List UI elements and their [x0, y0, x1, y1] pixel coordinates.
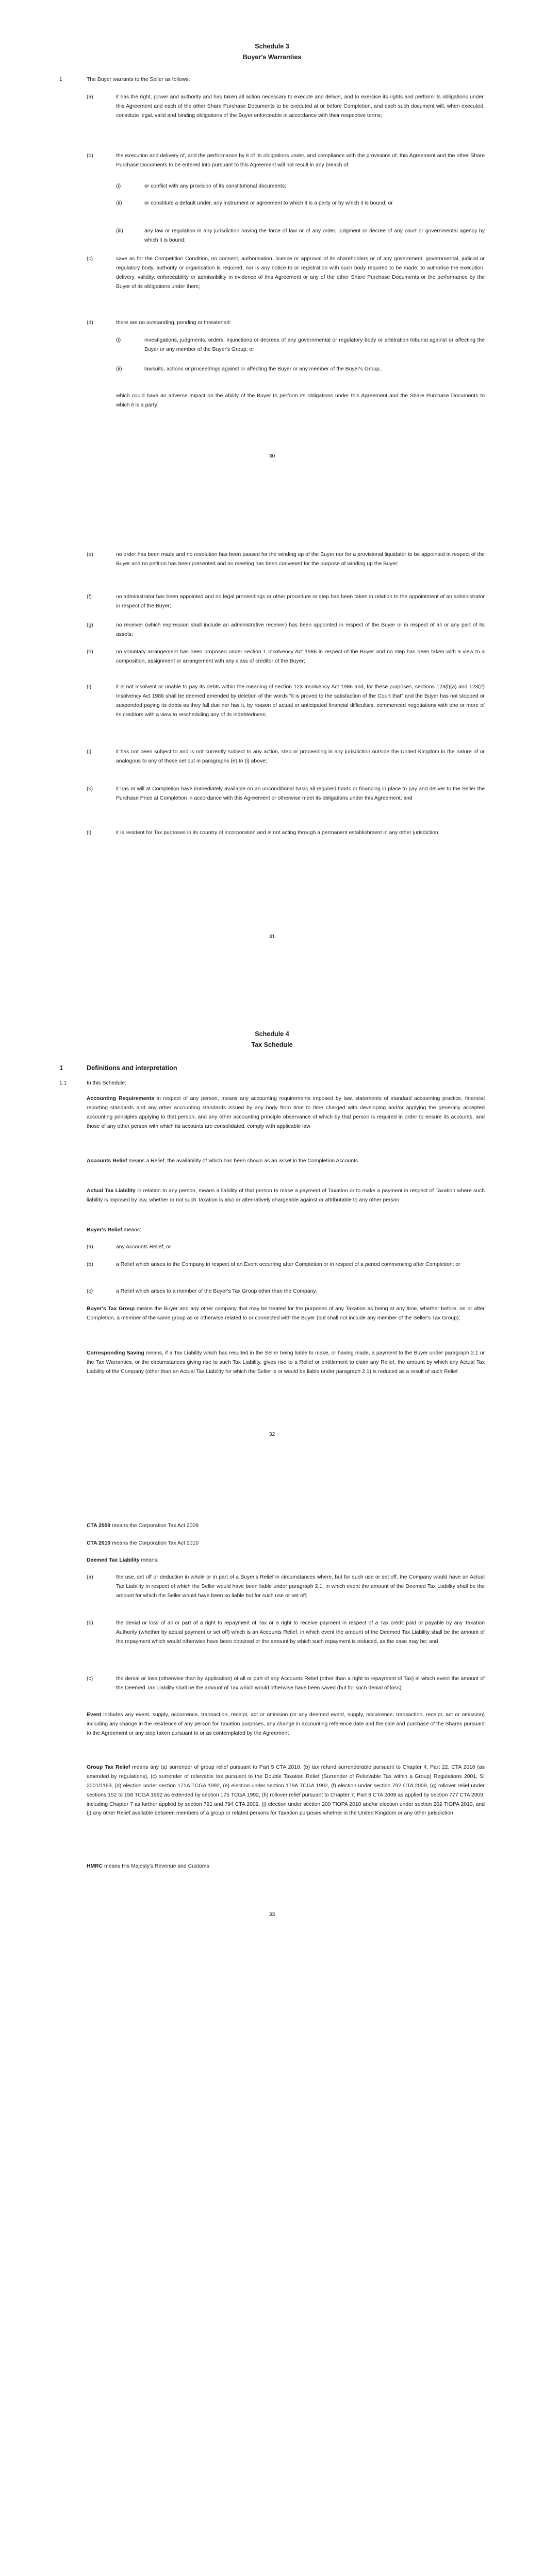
page-number: 31	[269, 934, 275, 940]
definition-item: the denial or loss (otherwise than by application) of all or part of any Accounts Relief (other than a right to repayment of Tax) in which event the amount of the Deemed Tax Liability shall be the amount of Tax which would otherwise have been saved (but for such denial of loss)	[116, 1676, 485, 1691]
defined-term: CTA 2009	[87, 1523, 111, 1529]
item-label: (a)	[87, 1574, 93, 1580]
definition-corresponding-saving	[87, 1349, 485, 1377]
definition-item: a Relief which arises to the Company in respect of an Event occurring after Completion or in respect of a period commencing after Completion; or	[116, 1262, 460, 1267]
defined-term: Corresponding Saving	[87, 1350, 144, 1356]
warranty-item: no order has been made and no resolution has been passed for the winding up of the Buyer nor for a provisional liquidator to be appointed in respect of the Buyer and no petition has been presented and no meeting has been convened for the purpose of winding up the Buyer;	[116, 552, 485, 567]
warranty-item: it has not been subject to and is not currently subject to any action, step or proceeding in any jurisdiction outside the United Kingdom in the nature of or analogous to any of those set out in paragraphs (e) to (i) above;	[116, 749, 485, 764]
definition-text: means the Buyer and any other company that may be treated for the purposes of any Taxation as being at any time, whether before, on or after Completion, a member of the same group as or otherwise related to or connected with the Buyer (but shall not include any member of the Seller's Tax Group);	[87, 1306, 485, 1321]
item-label: (e)	[87, 552, 93, 557]
page-number: 30	[269, 453, 275, 459]
definition-text: means a Relief, the availability of which has been shown as an asset in the Completion Accounts	[127, 1158, 358, 1164]
schedule-3-heading: Schedule 3	[255, 43, 289, 50]
page-number: 33	[269, 1912, 275, 1918]
warranty-item-tail: which could have an adverse impact on the ability of the Buyer to perform its obligations under this Agreement and the Share Purchase Documents to which it is a party;	[116, 393, 485, 408]
definition-text: means, if a Tax Liability which has resulted in the Seller being liable to make, or having made, a payment to the Buyer under paragraph 2.1 or the Tax Warranties, or the circumstances giving rise to such Tax Liability, gives rise to a Relief or entitlement to claim any Relief, the amount by which any Actual Tax Liability of the Company (other than an Actual Tax Liability for which the Seller is or would be liable under paragraph 2.1) is reduced as a result of such Relief	[87, 1350, 485, 1375]
paragraph-number: 1	[59, 77, 62, 82]
definition-accounts-relief	[87, 1157, 485, 1166]
definition-item: the denial or loss of all or part of a right to repayment of Tax or a right to receive payment in respect of a Tax credit paid or payable by any Taxation Authority (whether by actual payment or set off) which is an Accounts Relief, in which event the amount of the Deemed Tax Liability shall be the amount of the repayment which would otherwise have been obtained or the amount by which such repayment is reduced, as the case may be; and	[116, 1620, 485, 1645]
item-label: (b)	[87, 1262, 93, 1267]
defined-term: Buyer's Relief	[87, 1227, 122, 1233]
subitem-label: (ii)	[116, 200, 122, 206]
warranty-subitem: any law or regulation in any jurisdiction having the force of law or of any order, judgment or decree of any court or governmental agency by which it is bound;	[144, 228, 485, 243]
defined-term: Accounting Requirements	[87, 1096, 155, 1101]
definition-item: any Accounts Relief; or	[116, 1244, 171, 1250]
definition-text: means any (a) surrender of group relief pursuant to Part 5 CTA 2010, (b) tax refund surrenderable pursuant to Chapter 4, Part 22, CTA 2010 (as amended by regulations), (c) surrender of relievable tax pursuant to the Double Taxation Relief (Surrender of Relievable Tax within a Group) Regulations 2001, SI 2001/1163, (d) election under section 171A TCGA 1992, (e) election under section 179A TCGA 1992, (f) election under section 792 CTA 2009, (g) rollover relief under sections 152 to 158 TCGA 1992 as extended by section 175 TCGA 1992, (h) rollover relief pursuant to Chapter 7, Part 8 CTA 2009 as applied by section 777 CTA 2009, including Chapter 7 as further applied by section 791 and 794 CTA 2009, (i) election under section 200 TIOPA 2010 and/or election under section 202 TIOPA 2010, and (j) any other Relief available between members of a group or related persons for Taxation purposes whether in the United Kingdom or any other jurisdiction	[87, 1765, 485, 1817]
schedule-3-subheading: Buyer's Warranties	[242, 54, 302, 61]
definition-deemed-tax-liability	[87, 1556, 485, 1565]
definition-actual-tax-liability	[87, 1187, 485, 1205]
schedule-4-heading: Schedule 4	[255, 1030, 289, 1038]
warranty-item: no administrator has been appointed and no legal proceedings or other procedure or step has been taken in relation to the appointment of an administrator in respect of the Buyer;	[116, 594, 485, 609]
definition-buyers-relief	[87, 1226, 485, 1235]
defined-term: HMRC	[87, 1863, 103, 1869]
subitem-label: (iii)	[116, 228, 123, 234]
definition-text: means:	[139, 1557, 159, 1563]
item-label: (l)	[87, 830, 92, 836]
defined-term: Deemed Tax Liability	[87, 1557, 140, 1563]
item-label: (d)	[87, 320, 93, 326]
definition-text: includes any event, supply, occurrence, transaction, receipt, act or omission (or any deemed event, supply, occurrence, transaction, receipt, act or omission) including any change in the residence of any person for Taxation purposes, any change in accounting reference date and the sale and purchase of the Shares pursuant to the Agreement or any step taken pursuant to or as contemplated by the Agreement	[87, 1712, 485, 1736]
subitem-label: (i)	[116, 337, 121, 343]
warranty-item: it is resident for Tax purposes in its country of incorporation and is not acting through a permanent establishment in any other jurisdiction.	[116, 830, 440, 836]
item-label: (c)	[87, 1676, 93, 1682]
warranty-item: it has or will at Completion have immediately available on an unconditional basis all required funds or financing in place to pay and deliver to the Seller the Purchase Price at Completion in accordance with this Agreement or otherwise meet its obligations under this Agreement; and	[116, 786, 485, 801]
item-label: (g)	[87, 622, 93, 628]
warranty-item: there are no outstanding, pending or threatened:	[116, 320, 231, 326]
item-label: (a)	[87, 1244, 93, 1250]
definition-group-tax-relief	[87, 1763, 485, 1818]
definition-text: means the Corporation Tax Act 2009	[110, 1523, 199, 1529]
defined-term: Group Tax Relief	[87, 1765, 130, 1770]
definition-cta-2009	[87, 1521, 485, 1531]
warranty-item: it is not insolvent or unable to pay its debts within the meaning of section 123 Insolvency Act 1986 and, for these purposes, sections 123(l)(a) and 123(2) Insolvency Act 1986 shall be deemed amended by deletion of the words "it is proved to the satisfaction of the Court that" and the Buyer has not stopped or suspended paying its debts as they fall due nor has it, by reason of actual or anticipated financial difficulties, commenced negotiations with one or more of its creditors with a view to rescheduling any of its indebtedness;	[116, 684, 485, 718]
section-number: 1	[59, 1064, 63, 1072]
warranty-subitem: or conflict with any provision of its constitutional documents;	[144, 183, 286, 189]
item-label: (b)	[87, 1620, 93, 1626]
warranty-item: the execution and delivery of, and the performance by it of its obligations under, and compliance with the provisions of, this Agreement and the other Share Purchase Documents to be entered into pursuant to this Agreement will not result in any breach of:	[116, 153, 485, 168]
warranty-subitem: lawsuits, actions or proceedings against or affecting the Buyer or any member of the Buyer's Group,	[144, 366, 381, 372]
item-label: (h)	[87, 649, 93, 655]
definition-text: in respect of any person, means any accounting requirements imposed by law, statements of standard accounting practice, financial reporting standards and any other accounting standards issued by any body from time to time charged with developing and/or applying the generally accepted accounting principles applying to that person, and any other accounting principle observance of which by that person is required in order to ensure its accounts, and those of any other person with which its accounts are consolidated, comply with applicable law	[87, 1096, 485, 1129]
page-number: 32	[269, 1432, 275, 1437]
warranty-item: no receiver (which expression shall include an administrative receiver) has been appointed in respect of the Buyer or in respect of all or any part of its assets;	[116, 622, 485, 637]
defined-term: Buyer's Tax Group	[87, 1306, 135, 1312]
definition-event	[87, 1710, 485, 1738]
definition-item: the use, set off or deduction in whole or in part of a Buyer's Relief in circumstances where, but for such use or set off, the Company would have an Actual Tax Liability in respect of which the Seller would have been liable under paragraph 2.1, in which event the amount of the Deemed Tax Liability shall be the amount for which the Seller would have been so liable but for such use or set off;	[116, 1574, 485, 1599]
defined-term: Accounts Relief	[87, 1158, 127, 1164]
item-label: (i)	[87, 684, 92, 690]
definition-cta-2010	[87, 1539, 485, 1548]
item-label: (k)	[87, 786, 93, 792]
schedule-4-subheading: Tax Schedule	[251, 1041, 293, 1048]
definition-text: in relation to any person, means a liability of that person to make a payment of Taxation or to make a payment in respect of Taxation where such liability is imposed by law, whether or not such Taxation is also or alternatively chargeable against or attributable to any other person	[87, 1188, 485, 1203]
item-label: (b)	[87, 153, 93, 159]
warranty-subitem: investigations, judgments, orders, injunctions or decrees of any governmental or regulatory body or arbitration tribunal against or affecting the Buyer or any member of the Buyer's Group; or	[144, 337, 485, 352]
defined-term: CTA 2010	[87, 1540, 111, 1546]
item-label: (j)	[87, 749, 92, 755]
definition-text: means His Majesty's Revenue and Customs	[103, 1863, 209, 1869]
definition-item: a Relief which arises to a member of the Buyer's Tax Group other than the Company.	[116, 1289, 317, 1294]
defined-term: Actual Tax Liability	[87, 1188, 136, 1194]
definition-text: means the Corporation Tax Act 2010	[110, 1540, 199, 1546]
definition-text: means:	[122, 1227, 141, 1233]
clause-number: 1.1	[59, 1080, 67, 1086]
clause-intro: In this Schedule:	[87, 1080, 126, 1086]
warranty-item: it has the right, power and authority and has taken all action necessary to execute and deliver, and to exercise its rights and perform its obligations under, this Agreement and each of the other Share Purchase Documents to be executed at or before Completion, and each such document will, when executed, constitute legal, valid and binding obligations of the Buyer enforceable in accordance with their respective terms;	[116, 94, 485, 118]
definition-hmrc	[87, 1862, 485, 1871]
section-title: Definitions and interpretation	[87, 1064, 177, 1072]
subitem-label: (ii)	[116, 366, 122, 372]
item-label: (a)	[87, 94, 93, 100]
item-label: (f)	[87, 594, 92, 600]
warranty-item: save as for the Competition Condition, no consent, authorisation, licence or approval of its shareholders or of any government, governmental, judicial or regulatory body, authority or organisation is required, nor is any notice to or registration with such body required to be made, to authorise the execution, delivery, validity, enforceability or admissibility in evidence of this Agreement or any of the other Share Purchase Documents or the performance by the Buyer of its obligations under them;	[116, 256, 485, 290]
definition-accounting-requirements	[87, 1094, 485, 1131]
item-label: (c)	[87, 256, 93, 262]
item-label: (c)	[87, 1289, 93, 1294]
subitem-label: (i)	[116, 183, 121, 189]
warranty-intro: The Buyer warrants to the Seller as follows:	[87, 77, 190, 82]
warranty-subitem: or constitute a default under, any instrument or agreement to which it is a party or by which it is bound; or	[144, 200, 393, 206]
warranty-item: no voluntary arrangement has been proposed under section 1 Insolvency Act 1986 in respect of the Buyer and no step has been taken with a view to a composition, assignment or arrangement with any class of creditor of the Buyer;	[116, 649, 485, 664]
defined-term: Event	[87, 1712, 102, 1718]
definition-buyers-tax-group	[87, 1304, 485, 1323]
